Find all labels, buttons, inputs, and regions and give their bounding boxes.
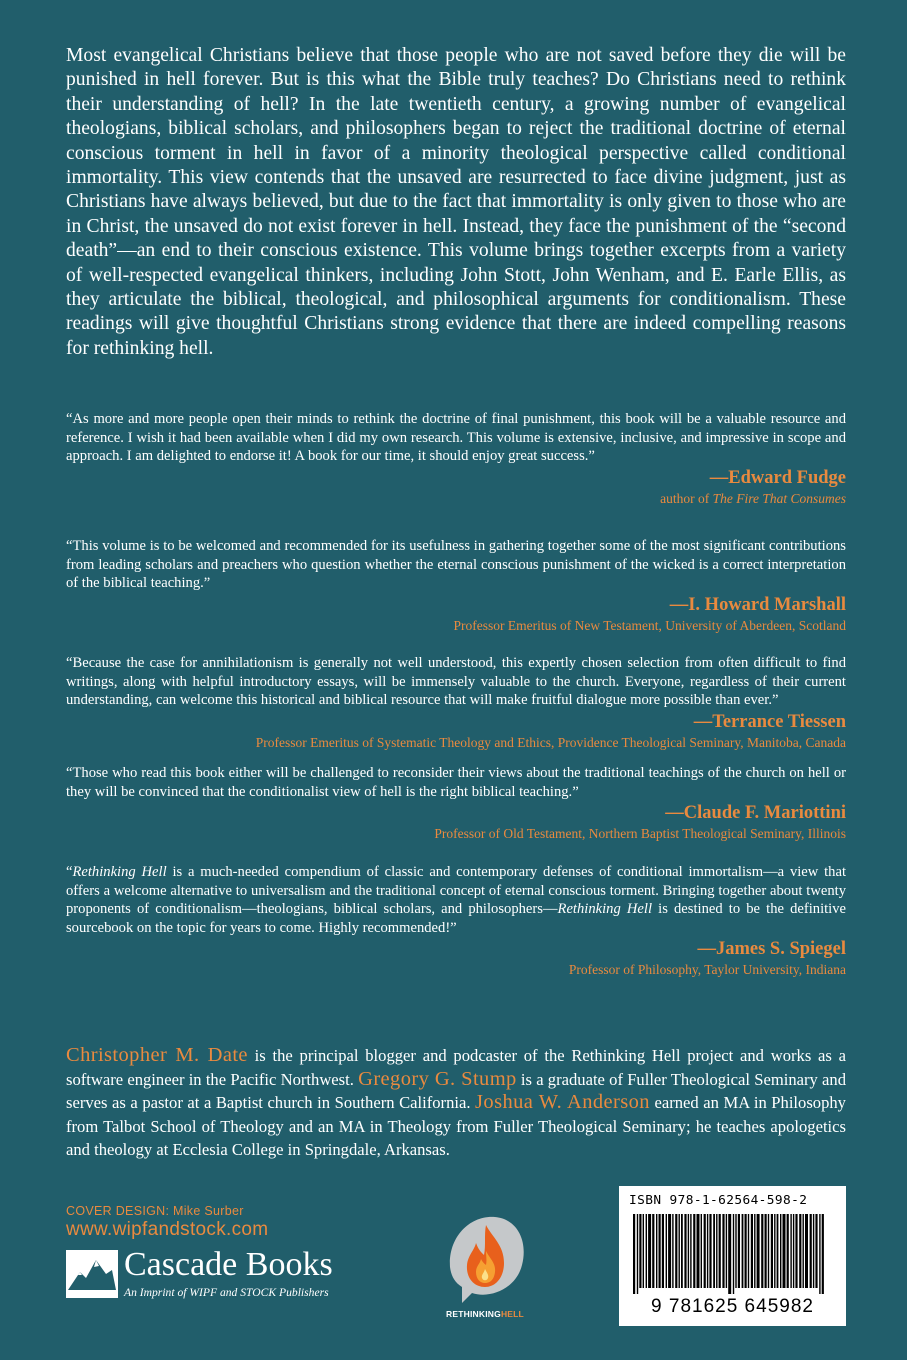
endorsement-tiessen [66,654,846,752]
endorser-name: —Edward Fudge [709,467,846,488]
logo-word-hell: HELL [500,1309,524,1319]
barcode-bar [803,1214,804,1288]
barcode-bar [659,1214,661,1288]
barcode-bar [722,1214,724,1288]
barcode-bar [822,1214,824,1294]
author-bio: is the principal blogger and podcaster of the Rethinking Hell project and works as a software engineer in the Pacific Northwest. [66,1046,846,1089]
barcode-bar [701,1214,702,1288]
barcode-bar [709,1214,711,1288]
rethinking-hell-logo [440,1207,530,1327]
book-title-italic: Rethinking Hell [72,864,167,880]
barcode-bar [774,1214,775,1288]
barcode-bar [787,1214,789,1288]
barcode-bar [799,1214,801,1288]
barcode-bar [745,1214,747,1288]
barcode-bar [681,1214,683,1288]
barcode-bar [643,1214,644,1288]
barcode-bar [639,1214,641,1288]
barcode-bar [810,1214,812,1288]
isbn-number: ISBN 978-1-62564-598-2 [629,1193,808,1208]
quote-body: is a much-needed compendium of classic and contemporary defenses of conditional immortalism—a view that offers a welcome alternative to universalism and the traditional concept of eternal conscious torment. Bringing together about twenty proponents of conditionalism—theologians, biblical scholars, and philosophers— [66,864,846,918]
author-name: Joshua W. Anderson [475,1091,650,1113]
publisher-website: www.wipfandstock.com [66,1219,269,1240]
endorser-name: —James S. Spiegel [697,939,846,960]
barcode-bar [819,1214,820,1294]
barcode-bar [716,1214,717,1288]
endorsement-quote: “As more and more people open their minds to rethink the doctrine of final punishment, this book will be a valuable resource and reference. I wish it had been available when I did my own research. This volume is extensive, inclusive, and impressive in scope and approach. I am delighted to endorse it! A book for our time, it should enjoy great success.” [66,411,846,465]
endorsement-fudge [66,410,846,508]
barcode-bar [790,1214,791,1288]
barcode-bar [668,1214,671,1288]
barcode-bar [768,1214,769,1288]
endorsement-quote: “Those who read this book either will be challenged to reconsider their views about the traditional teachings of the church on hell or they will be convinced that the conditionalist view of hell is the right biblical teaching.” [66,765,846,800]
barcode-bar [748,1214,749,1288]
endorsement-mariottini [66,764,846,843]
endorser-title: Professor Emeritus of Systematic Theology and Ethics, Providence Theological Seminary, Manitoba, Canada [255,734,846,750]
barcode-bar [754,1214,755,1288]
endorsement-spiegel [66,863,846,979]
endorser-name: —Claude F. Mariottini [665,803,846,824]
back-cover-blurb: Most evangelical Christians believe that those people who are not saved before they die will be punished in hell forever. But is this what the Bible truly teaches? Do Christians need to rethink their understanding of hell? In the late twentieth century, a growing number of evangelical theologians, biblical scholars, and philosophers began to reject the traditional doctrine of eternal conscious torment in hell in favor of a minority theological perspective called conditional immortality. This view contends that the unsaved are resurrected to face divine judgment, just as Christians have always believed, but due to the fact that immortality is only given to those who are in Christ, the unsaved do not exist forever in hell. Instead, they face the punishment of the “second death”—an end to their conscious existence. This volume brings together excerpts from a variety of well-respected evangelical thinkers, including John Stott, John Wenham, and E. Earle Ellis, as they articulate the biblical, theological, and philosophical arguments for conditionalism. These readings will give thoughtful Christians strong evidence that there are indeed compelling reasons for rethinking hell. [66,45,846,359]
barcode-bar [672,1214,673,1288]
barcode-bar [690,1214,691,1288]
barcode-bar [633,1214,635,1294]
barcode-bar [707,1214,708,1288]
author-bio: earned an MA in Philosophy from Talbot School of Theology and an MA in Theology from Fuller Theological Seminary; he teaches apologetics and theology at Ecclesia College in Springdale, Arkansas. [66,1093,846,1159]
barcode-bar [679,1214,680,1288]
barcode-bar [693,1214,695,1288]
barcode-bar [795,1214,797,1288]
endorser-title-prefix: author of [660,490,713,506]
endorsement-marshall [66,537,846,635]
barcode-bar [783,1214,786,1288]
publisher-imprint: An Imprint of WIPF and STOCK Publishers [124,1286,329,1299]
quote-open: “ [66,864,73,880]
barcode-bar [780,1214,781,1288]
barcode-bar [652,1214,654,1288]
barcode-bar [662,1214,664,1288]
endorser-title: Professor of Old Testament, Northern Baptist Theological Seminary, Illinois [434,826,846,842]
author-bio: is a graduate of Fuller Theological Seminary and serves as a pastor at a Baptist church in Southern California. [66,1069,846,1112]
barcode-bar [666,1214,667,1288]
mountain-icon [66,1250,118,1298]
barcode-bar [719,1214,721,1288]
barcode-bar [738,1214,740,1288]
publisher-name: Cascade Books [124,1246,333,1283]
barcode-bar [646,1214,647,1288]
endorser-name: —I. Howard Marshall [669,594,846,615]
endorsement-quote [66,863,846,937]
endorser-title: Professor Emeritus of New Testament, University of Aberdeen, Scotland [453,617,846,633]
barcode-bar [713,1214,715,1288]
endorsement-quote: “Because the case for annihilationism is generally not well understood, this expertly chosen selection from often difficult to find writings, along with helpful introductory essays, will be immensely valuable to the church. Everyone, regardless of their current understanding, can welcome this historical and biblical resource that will make fruitful dialogue more possible than ever.” [66,655,846,709]
book-title-italic: Rethinking Hell [557,901,653,918]
barcode-bar [761,1214,763,1288]
barcode-bar [815,1214,817,1288]
publisher-logo [66,1248,386,1308]
isbn-barcode [619,1186,846,1326]
barcode-bar [704,1214,706,1288]
barcode-bar [777,1214,779,1288]
barcode-bar [735,1214,736,1288]
barcode-bar [765,1214,767,1288]
barcode-bar [675,1214,677,1288]
barcode-bar [684,1214,686,1288]
barcode-bar [648,1214,651,1288]
barcode-bar [656,1214,657,1288]
barcode-bars [629,1214,836,1294]
barcode-bar [757,1214,760,1288]
logo-wordmark [440,1309,530,1319]
flame-icon [440,1207,530,1307]
cover-design-credit: COVER DESIGN: Mike Surber [66,1204,244,1218]
barcode-bar [697,1214,700,1288]
barcode-bar [771,1214,773,1288]
barcode-bar [688,1214,689,1288]
endorser-book-title: The Fire That Consumes [712,490,846,506]
endorser-title [66,489,846,508]
author-bios [66,1044,846,1162]
author-name: Gregory G. Stump [358,1067,517,1090]
barcode-bar [805,1214,808,1288]
barcode-bar [728,1214,731,1294]
barcode-bar [793,1214,794,1288]
barcode-bar [733,1214,734,1294]
barcode-bar [726,1214,727,1288]
barcode-bar [742,1214,744,1288]
endorser-title: Professor of Philosophy, Taylor University, Indiana [568,962,846,978]
barcode-digits: 9 781625 645982 [651,1296,814,1317]
quote-end: is destined to be the definitive sourcebook on the topic for years to come. Highly recommended!” [66,901,847,936]
endorser-name: —Terrance Tiessen [693,711,846,732]
barcode-bar [751,1214,753,1288]
author-name: Christopher M. Date [66,1044,248,1066]
endorsement-quote: “This volume is to be welcomed and recommended for its usefulness in gathering together some of the most significant contributions from leading scholars and preachers who question whether the eternal conscious punishment of the wicked is a correct interpretation of the biblical teaching.” [66,538,846,592]
logo-word-rethinking: RETHINKING [446,1309,501,1319]
barcode-bar [637,1214,638,1294]
barcode-bar [813,1214,814,1288]
